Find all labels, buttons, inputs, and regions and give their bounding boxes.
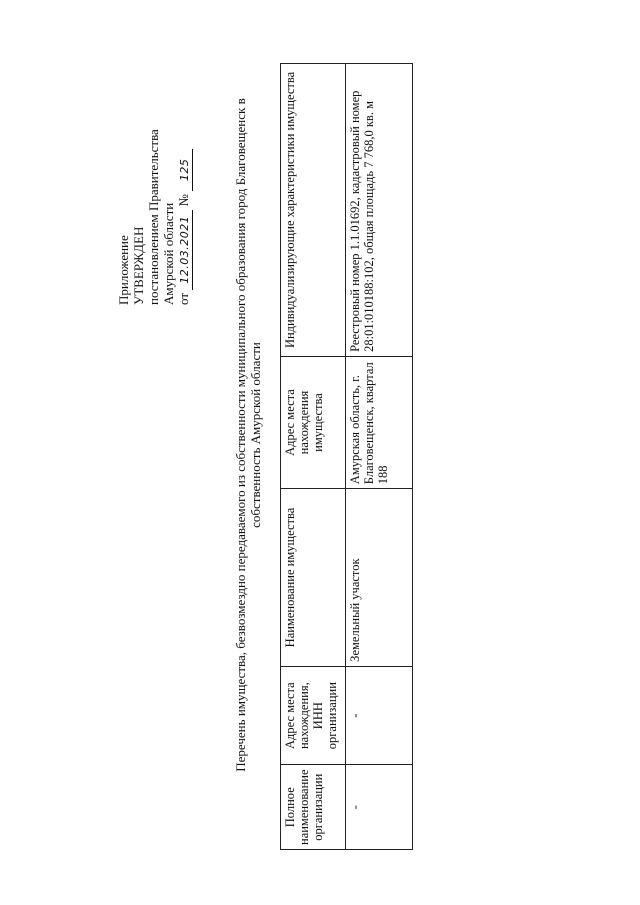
title-line-1: Перечень имущества, безвозмездно передаваемого из собственности муниципального образования город Благовещенск в: [233, 98, 248, 772]
header-org-name: Полное наименование организации: [281, 765, 346, 850]
approval-approved: УТВЕРЖДЕН: [131, 226, 146, 305]
approval-number: 125: [177, 149, 193, 191]
cell-org-address: -: [346, 666, 413, 765]
approval-region: Амурской области: [161, 202, 176, 305]
title-line-2: собственность Амурской области: [248, 342, 263, 528]
approval-date: 12.03.2021: [177, 210, 193, 290]
approval-date-line: [176, 65, 193, 305]
approval-number-sign: №: [176, 194, 191, 207]
document-title: [233, 45, 263, 825]
table-row: [346, 64, 413, 850]
property-table: [280, 63, 413, 850]
header-characteristics: Индивидуализирующие характеристики имущества: [281, 64, 346, 357]
cell-org-name: -: [346, 765, 413, 850]
cell-characteristics: Реестровый номер 1.1.01692, кадастровый номер 28:01:010188:102, общая площадь 7 768,0 кв. м: [346, 64, 413, 357]
header-property-address: Адрес места нахождения имущества: [281, 356, 346, 488]
approval-resolution: постановлением Правительства: [146, 129, 161, 305]
approval-appendix: Приложение: [116, 235, 131, 305]
approval-block: [116, 65, 193, 305]
header-property-name: Наименование имущества: [281, 489, 346, 667]
approval-date-prefix: от: [176, 292, 191, 305]
table-header-row: [281, 64, 346, 850]
header-org-address: Адрес места нахождения, ИНН организации: [281, 666, 346, 765]
cell-property-address: Амурская область, г. Благовещенск, квартал 188: [346, 356, 413, 488]
cell-property-name: Земельный участок: [346, 489, 413, 667]
